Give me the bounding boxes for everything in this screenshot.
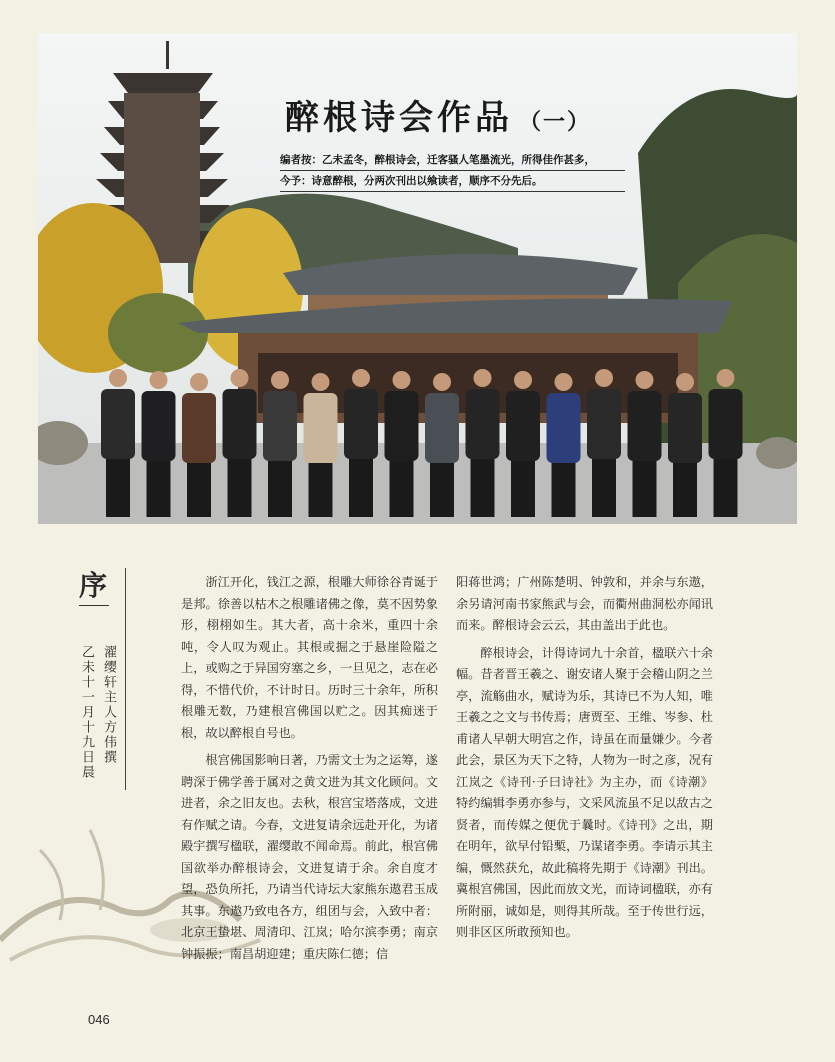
editor-note xyxy=(280,150,625,192)
person xyxy=(587,369,621,517)
page-number: 046 xyxy=(88,1012,110,1027)
person xyxy=(101,369,135,517)
person xyxy=(425,373,459,517)
preface-date: 乙未十一月十九日晨 xyxy=(79,645,94,780)
preface-paragraph: 阳蒋世鸿；广州陈楚明、钟敦和，并余与东遨，余另请河南书家熊武与会，而衢州曲洞松亦闻讯而来。醉根诗会云云，其由盖出于此也。 xyxy=(456,575,713,632)
divider-line xyxy=(125,568,126,790)
heading-rule xyxy=(79,605,109,606)
person xyxy=(628,371,662,517)
person xyxy=(223,369,257,517)
person xyxy=(142,371,176,517)
person xyxy=(263,371,297,517)
editor-note-line: 今予：诗意醉根，分两次刊出以飨读者，顺序不分先后。 xyxy=(280,171,625,192)
page-title xyxy=(285,90,591,139)
preface-heading: 序 xyxy=(79,569,108,602)
preface-paragraph: 根宫佛国影响日著，乃需文士为之运筹，遂聘深于佛学善于属对之黄文进为其文化顾问。文进者，余之旧友也。去秋，根宫宝塔落成，文进有作赋之请。今春，文进复请余远赴开化，为诸殿宇撰写楹联，濯缨敢不闻命焉。前此，根宫佛国欲举办醉根诗会，文进复请于余。余自度才望，恐负所托，乃请当代诗坛大家熊东遨君玉成其事。东遨乃致电各方，组团与会，入致中者：北京王蛰堪、周清印、江岚；哈尔滨李勇；南京钟振振；南昌胡迎建；重庆陈仁德；信 xyxy=(181,753,438,961)
person xyxy=(344,369,378,517)
preface-column-left xyxy=(181,572,438,971)
preface-column-right xyxy=(456,572,713,950)
title-suffix: （一） xyxy=(519,109,592,135)
person xyxy=(182,373,216,517)
person xyxy=(304,373,338,517)
person xyxy=(466,369,500,517)
person xyxy=(668,373,702,517)
person xyxy=(385,371,419,517)
person xyxy=(506,371,540,517)
preface-paragraph: 浙江开化，钱江之源，根雕大师徐谷青诞于是邦。徐善以枯木之根雕诸佛之像，莫不因势象形，栩栩如生。其大者，高十余米，重四十余吨，令人叹为观止。其根或掘之于悬崖险隘之上，或购之于异国穷塞之乡，一旦见之，志在必得，不惜代价，不计时日。历时三十余年，所积根雕无数，乃建根宫佛国以贮之。因其痴迷于根，故以醉根自号也。 xyxy=(181,575,438,740)
person xyxy=(547,373,581,517)
preface-author: 濯缨轩主人方伟撰 xyxy=(101,645,116,765)
person xyxy=(709,369,743,517)
title-text: 醉根诗会作品 xyxy=(285,98,513,138)
editor-note-line: 编者按：乙未孟冬，醉根诗会，迁客骚人笔墨流光，所得佳作甚多， xyxy=(280,150,625,171)
preface-paragraph: 醉根诗会，计得诗词九十余首，楹联六十余幅。昔者晋王羲之、谢安诸人聚于会稽山阴之兰亭，流觞曲水，赋诗为乐，其诗已不为人知，唯王羲之之文与书传焉；唐贾至、王维、岑参、杜甫诸人早朝大明宫之作，诗虽在而量嫌少。今者此会，景区为天下之特，人物为一时之彦，况有江岚之《诗刊·子曰诗社》为主办，而《诗潮》特约编辑李勇亦参与，文采风流虽不足以敌古之贤者，而传媒之便优于曩时。《诗刊》之出，期在明年，欲早付铅槧，乃谋诸李勇。李请示其主编，慨然获允，故此稿将先期于《诗潮》刊出。冀根宫佛国，因此而放文光，而诗词楹联，亦有所附丽，诚如是，则得其所哉。至于传世行远，则非区区所敢预知也。 xyxy=(456,645,713,939)
